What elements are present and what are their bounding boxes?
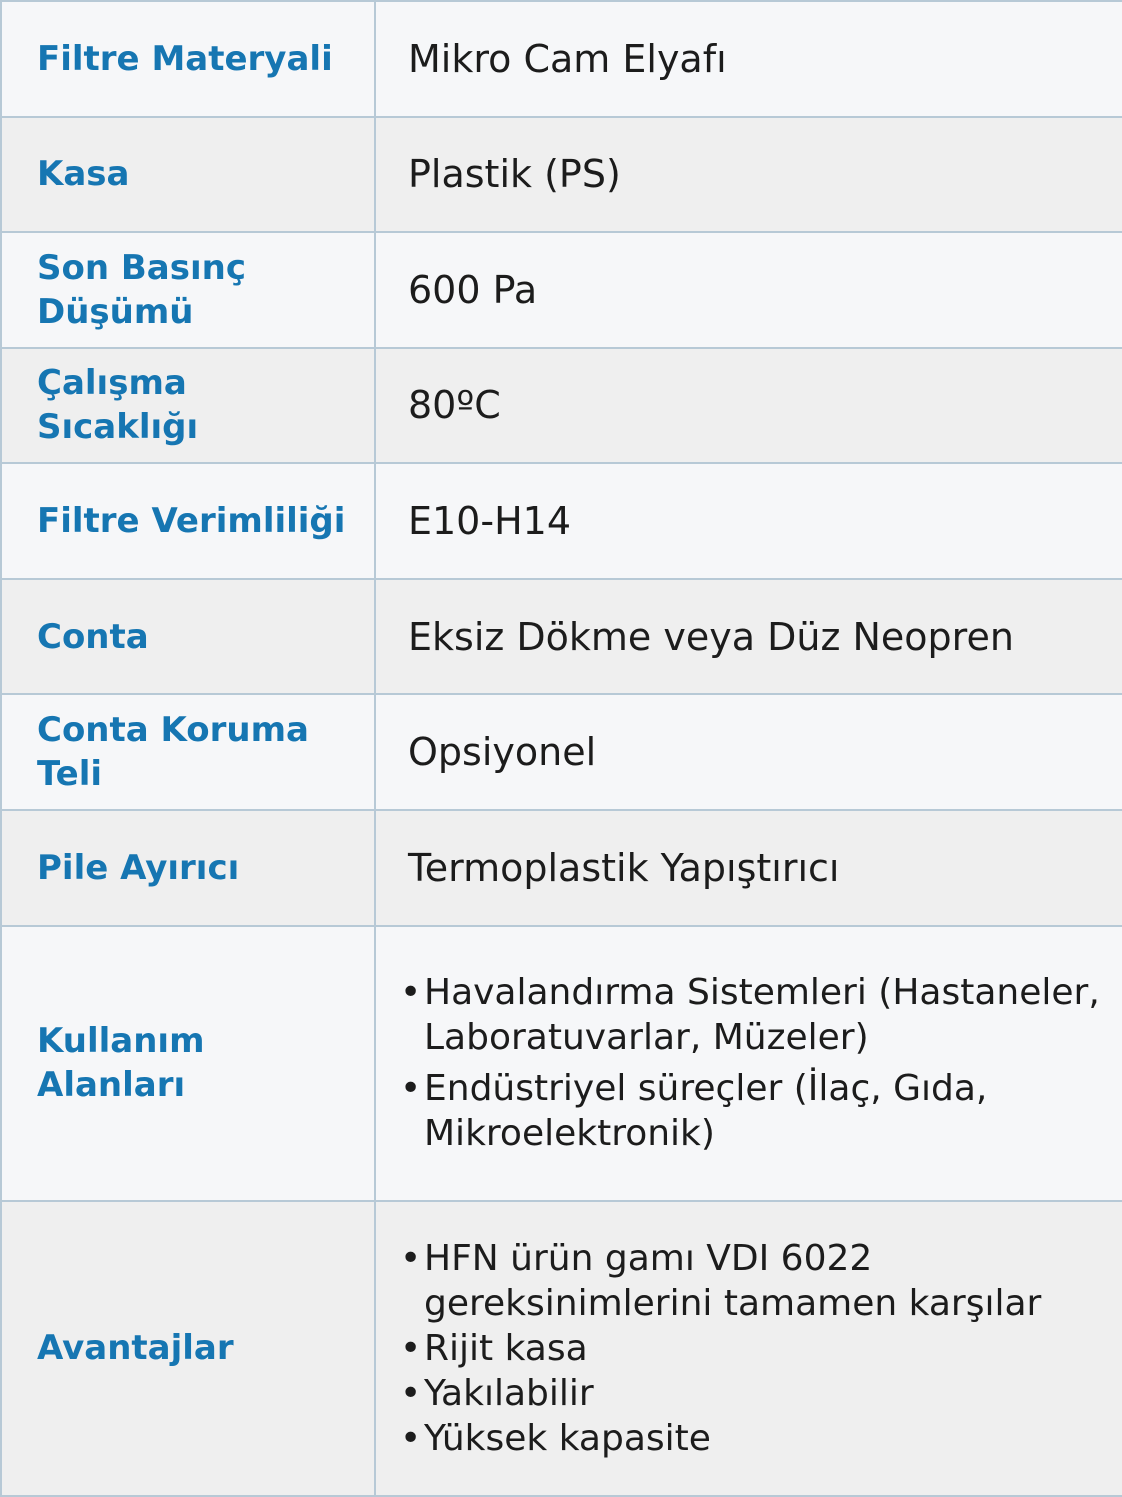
row-value: Termoplastik Yapıştırıcı bbox=[408, 845, 840, 890]
table-row bbox=[1, 117, 1122, 233]
advantages-list bbox=[400, 1236, 1102, 1461]
row-value: E10-H14 bbox=[408, 499, 572, 544]
row-value: Opsiyonel bbox=[408, 730, 597, 775]
row-label: Conta Koruma Teli bbox=[1, 694, 375, 810]
usage-value bbox=[375, 926, 1122, 1201]
table-row bbox=[1, 463, 1122, 579]
list-item: • Havalandırma Sistemleri (Hastaneler, Laboratuvarlar, Müzeler) bbox=[400, 970, 1102, 1060]
row-value: Plastik (PS) bbox=[408, 152, 621, 197]
list-item: • Rijit kasa bbox=[400, 1326, 1102, 1371]
row-label: Pile Ayırıcı bbox=[1, 810, 375, 926]
list-item: • Yakılabilir bbox=[400, 1371, 1102, 1416]
list-item: • HFN ürün gamı VDI 6022 gereksinimlerini tamamen karşılar bbox=[400, 1236, 1102, 1326]
usage-list bbox=[400, 970, 1102, 1156]
table-row bbox=[1, 232, 1122, 348]
usage-label: Kullanım Alanları bbox=[1, 926, 375, 1201]
advantages-label: Avantajlar bbox=[1, 1201, 375, 1496]
usage-row bbox=[1, 926, 1122, 1201]
table-row bbox=[1, 1, 1122, 117]
row-value: 600 Pa bbox=[408, 267, 538, 312]
row-label: Filtre Materyali bbox=[1, 1, 375, 117]
row-label: Kasa bbox=[1, 117, 375, 233]
list-item: • Endüstriyel süreçler (İlaç, Gıda, Mikroelektronik) bbox=[400, 1066, 1102, 1156]
table-row bbox=[1, 810, 1122, 926]
list-item: • Yüksek kapasite bbox=[400, 1416, 1102, 1461]
table-row bbox=[1, 348, 1122, 464]
row-label: Conta bbox=[1, 579, 375, 695]
advantages-value bbox=[375, 1201, 1122, 1496]
table-row bbox=[1, 694, 1122, 810]
advantages-row bbox=[1, 1201, 1122, 1496]
row-label: Filtre Verimliliği bbox=[1, 463, 375, 579]
row-value: Eksiz Dökme veya Düz Neopren bbox=[408, 614, 1014, 659]
row-label: Son Basınç Düşümü bbox=[1, 232, 375, 348]
row-label: Çalışma Sıcaklığı bbox=[1, 348, 375, 464]
row-value: Mikro Cam Elyafı bbox=[408, 36, 727, 81]
table-row bbox=[1, 579, 1122, 695]
row-value: 80ºC bbox=[408, 383, 501, 428]
